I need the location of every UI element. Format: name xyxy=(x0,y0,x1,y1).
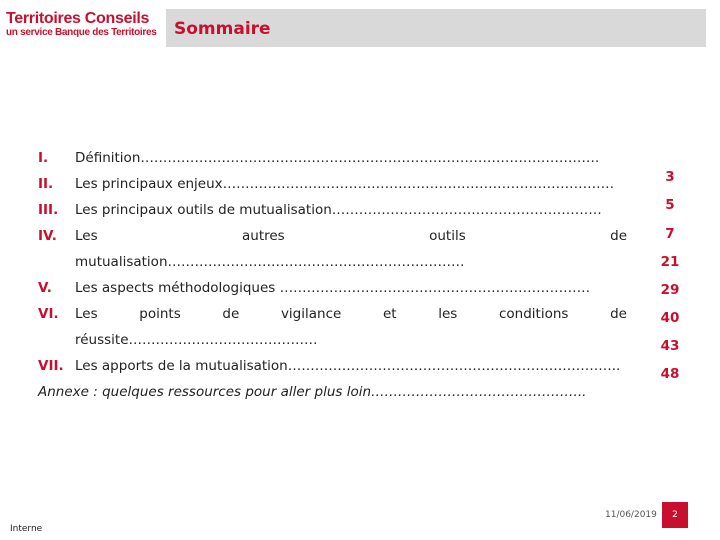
toc-text: Définition………………………………………………………………………………………… xyxy=(75,150,600,166)
toc-page-number: 7 xyxy=(665,226,675,242)
toc-word: de xyxy=(610,306,627,322)
toc-text-justified xyxy=(75,306,627,322)
classification-label: Interne xyxy=(10,524,43,534)
toc-number: IV. xyxy=(38,228,57,244)
toc-number: VI. xyxy=(38,306,59,322)
toc-word: conditions xyxy=(498,306,569,322)
toc-number: V. xyxy=(38,280,52,296)
logo-line1: Territoires Conseils xyxy=(6,10,150,27)
toc-text-justified xyxy=(75,228,627,244)
toc-page-number: 5 xyxy=(665,197,675,213)
toc-word: vigilance xyxy=(280,306,342,322)
toc-text: Les principaux enjeux…………………………………………………………………………… xyxy=(75,176,615,192)
toc-page-number: 29 xyxy=(660,282,680,298)
page-title: Sommaire xyxy=(174,19,271,39)
toc-text: Les aspects méthodologiques …………………………………………………………… xyxy=(75,280,591,296)
toc-word: outils xyxy=(429,228,466,244)
toc-word: de xyxy=(222,306,240,322)
toc-number: III. xyxy=(38,202,59,218)
toc-text: Les principaux outils de mutualisation…………………………………………………… xyxy=(75,202,602,218)
slide-page-number-text: 2 xyxy=(672,510,678,520)
toc-page-number: 48 xyxy=(660,366,680,382)
logo-line2: un service Banque des Territoires xyxy=(6,27,157,38)
toc-page-number: 3 xyxy=(665,169,675,185)
toc-page-number: 21 xyxy=(660,254,680,270)
slide-page-number xyxy=(662,502,688,528)
toc-number: I. xyxy=(38,150,49,166)
toc-text: réussite…………………………………… xyxy=(75,332,318,348)
footer-date: 11/06/2019 xyxy=(605,510,657,520)
toc-word: points xyxy=(139,306,181,322)
toc-word: les xyxy=(438,306,458,322)
toc-entry-4 xyxy=(0,228,720,248)
toc-text: Les apports de la mutualisation……………………………………………………………….. xyxy=(75,358,621,374)
toc-text: mutualisation………………………………………………………… xyxy=(75,254,465,270)
toc-number: II. xyxy=(38,176,54,192)
toc-page-number: 43 xyxy=(660,338,680,354)
toc-number: VII. xyxy=(38,358,64,374)
toc-word: Les xyxy=(75,228,98,244)
toc-word: Les xyxy=(75,306,98,322)
toc-page-number: 40 xyxy=(660,310,680,326)
toc-word: autres xyxy=(242,228,285,244)
toc-word: et xyxy=(382,306,397,322)
toc-entry-6 xyxy=(0,306,720,326)
toc-annex-text: Annexe : quelques ressources pour aller plus loin…….………………………………….. xyxy=(38,384,587,400)
toc-word: de xyxy=(610,228,627,244)
